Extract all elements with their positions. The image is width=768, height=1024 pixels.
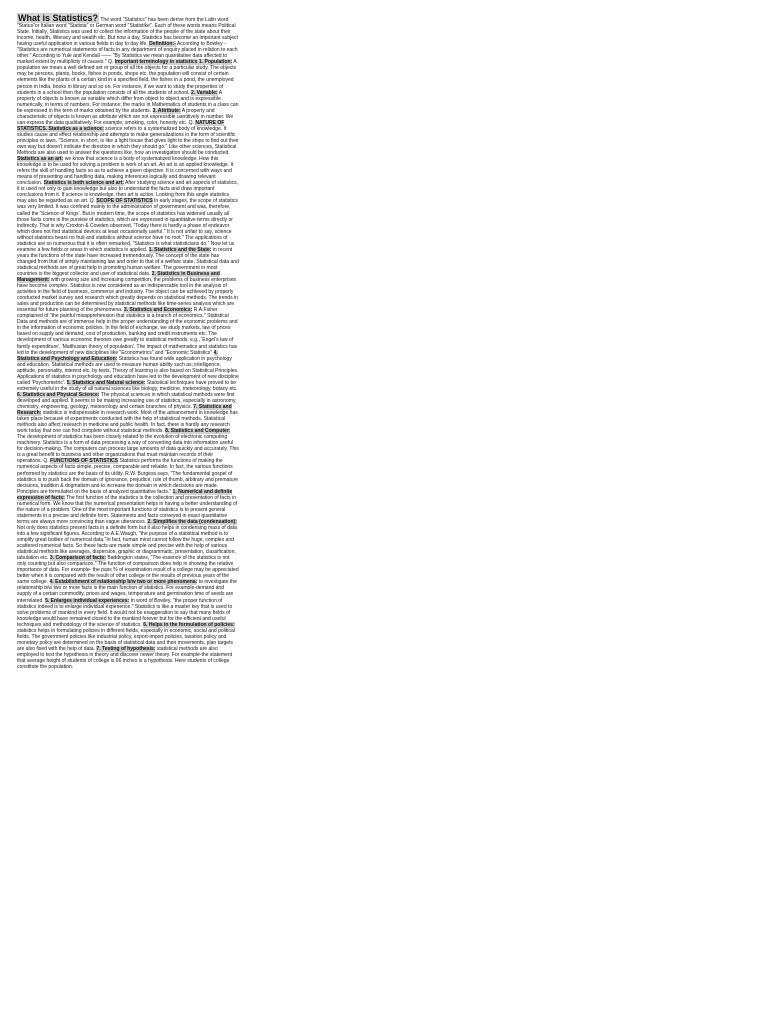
body-text: In early stages, the scope of statistics was very limited. It was confined mainly to the administration of government and was, therefore, called the 'Science of Kings'. But in modern time, the scope of statistics has widened usually all those facts come in the purview of statistics, which are expressed in quantitative terms directly or indirectly. That is why Croxton & Cowden observed, "Today there is hardly a phase of endeavor which does not find statistical devices at least occasionally useful." It is not unfair to say, science without statistics bears no fruit and statistics without science have no root." The applications of statistics are so numerous that it is often remarked, "Statistics is what statisticians do." Now let us examine a few fields or areas in which statistics is applied. <box>17 198 238 253</box>
body-text: R.A.Fisher complained of "the painful misapprehension that statistics is a branch of economics." Statistical Data and methods are of immense help in the proper understanding of the economic problems and in the information of economic policies. In the field of exchange, we study markets, law of prices based on supply and demand, cost of production, banking and credit instruments etc. The development of various economic theories owe greatly to statistical methods, e.g., 'Engel's law of family expenditure', 'Malthusian theory of population'. The impact of mathematics and statistics has led to the development of new disciplines like "Econometrics" and "Economic Statistics" <box>17 307 238 356</box>
highlighted-heading: Statistics as an art: <box>17 156 64 163</box>
body-text: statistics is indispensable in research work. Most of the advancement in knowledge has taken place because of experiments conducted with the help of statistical methods. Statistical methods also affect research in medicine and public health. In fact, there is hardly any research work today that one can find complete without statistical methods. <box>17 410 238 435</box>
body-text: A population we mean a well defined set or group of all the objects for a particular study. The objects may be persons, plants, books, fishes in ponds, shops etc. the population will consist of certain elements like the plants of a certain kind in a specified field, the fishes in a pond, the unemployed person in India, books in library and so on. For instance, if we want to study the properties of students in a school then the population consists of all the students of school. <box>17 59 237 96</box>
body-text: to investigate the relationship b/w two or more facts is the main function of statistics. For example-demand and supply of a certain commodity, prices and wages, temperature and germination time of seeds are interrelated. <box>17 579 237 604</box>
highlighted-heading: Definition:- <box>149 41 176 48</box>
highlighted-heading: 3. Statistics and Economics: <box>123 307 193 314</box>
highlighted-heading: 2. Simplifies the data (condensation): <box>147 518 237 525</box>
highlighted-heading: 5. Enlarges individual experiences: <box>45 597 130 604</box>
highlighted-heading: 1. Numerical and definite expression of facts: <box>17 488 233 501</box>
highlighted-heading: FUNCTIONS OF STATISTICS <box>50 458 119 465</box>
document-body <box>17 14 239 670</box>
body-text: The physical sciences in which statistical methods were first developed and applied. It seems to be making increasing use of statistics, especially in astronomy, chemistry, engineering, geology, meteorology and certain branches of physics. <box>17 391 237 410</box>
body-text: statistics helps in formulating policies in different fields, especially in economic, social and political fields. The government policies like industrial policy, export-import policies, taxation policy and monetary policy are determined on the basis of statistical data and their movements, plan targets are also fixed with the help of data. <box>17 627 235 652</box>
body-text: with growing size and increasing competition, the problems of business enterprises have become complex. Statistics is now considered as an indispensable tool in the analysis of activities in the field of business, commerce and industry. The object can be achieved by properly conducted market survey and research which greatly depends on statistical methods. The trends in sales and production can be determined by statistical methods like time-series analysis which are essential for future planning of the phenomena. <box>17 277 238 314</box>
highlighted-heading: 7. Testing of hypothesis: <box>96 645 156 652</box>
highlighted-heading: 4. Statistics and Psychology and Education: <box>17 349 218 362</box>
body-text: The development of statistics has been closely related to the evolution of electronic computing machinery. Statistics is a form of data processing a way of converting data into information useful for decision-making. The computers can process large amounts of data quickly and accurately. This is a great benefit to business and other organizations that must maintain records of their operations. Q. <box>17 434 239 465</box>
body-text: A property of objects is known as variable which differ from object to object and is expressible numerically, in terms of numbers. For instance: the marks in Mathematics of students in a class can be expressed in the term of marks obtained by the students. <box>17 89 239 114</box>
document-title: What is Statistics? <box>18 13 99 23</box>
highlighted-heading: NATURE OF STATISTICS. Statistics as a science: <box>17 119 225 132</box>
body-text: The word "Statistics" has been derive from the Latin word "Status"or Italian word "Statista" or German word "Statistike". Each of these words means Political State. Initially, Statistics was used to collect the information of the people of the state about their income, health, illiteracy and wealth etc. But now a day, Statistics has become an important subject having useful application in various fields in day to day life. <box>17 17 238 48</box>
highlighted-heading: 2. Statistics in Business and Management: <box>17 270 220 284</box>
body-text: statistical methods are also employed to test the hypothesis in theory and discover newer theory. For example-the statement that average height of students of college is 66 inches is a hypothesis. Here students of college constitute the population. <box>17 645 233 671</box>
body-text: Statistical techniques have proved to be extremely useful in the study of all natural sciences like biology, medicine, meteorology, botany etc. <box>17 379 238 392</box>
body-text: science refers to a systematized body of knowledge. It studies cause and effect relationship and attempts to make generalizations in the form of scientific principles or laws. "Science, in short, is like a light house that gives light to the ships to find out their own way but doesn't indicate the direction in which they should go." Like other sciences, Statistical Methods are also used to answer the questions like, how an investigation should be conducted. <box>17 125 239 157</box>
highlighted-heading: 4. Establishment of relationship b/w two or more phenomena: <box>49 579 198 586</box>
body-text: After studying science and art aspects of statistics, it is used not only to gain knowledge but also to understand the facts and draw important conclusions from it. If science is knowledge, then art is action. Looking from this angle statistics may also be regarded as an art. Q. <box>17 180 239 205</box>
highlighted-heading: 6. Statistics and Physical Science: <box>17 391 100 398</box>
body-text: in recent years the functions of the state have increased tremendously. The concept of the state has changed from that of simply maintaining law and order to that of a welfare state. Statistical data and statistical methods are of great help in promoting human welfare. The government in most countries is the biggest collector and user of statistical data. <box>17 246 239 277</box>
highlighted-heading: 5. Statistics and Natural science: <box>66 379 146 386</box>
highlighted-heading: 8. Statistics and Computer: <box>165 428 231 435</box>
highlighted-heading: SCOPE OF STATISTICS <box>96 198 153 205</box>
highlighted-heading: 7. Statistics and Research: <box>17 404 232 417</box>
highlighted-heading: 2. Variable: <box>190 89 218 96</box>
body-text: The first function of the statistics is the collection and presentation of facts in numerical form. We know that the numerical presentation helps in having a better understanding of the nature of a problem. One of the most important functions of statistics is to present general statements in a precise and definite form. Statements and facts conveyed in exact quantitative terms are always more convincing than vague utterances. <box>17 494 238 525</box>
body-text: Statistics performs the functions of making the numerical aspects of facts simple, precise, comparable and reliable. In fact, the various functions performed by statistics are the basis of its utility. R.W. Burgess says, "The fundamental gospel of statistics is to push back the domain of ignorance, prejudice, rule of thumb, arbitrary and premature decisions, tradition & dogmatism and to increase the domain in which decisions are made. Principles are formulated on the basis of analyzed quantitative facts." <box>17 458 239 495</box>
body-text: A property and characteristic of objects is known as attribute which are not expressible uantitively in number. We can express the data qualitatively. For example, smoking, color, honesty etc. Q. <box>17 107 234 126</box>
highlighted-heading: Important terminology in statistics 1. Population: <box>114 59 233 66</box>
highlighted-heading: 3. Attribute: <box>152 107 181 114</box>
highlighted-heading: 3. Comparison of facts: <box>49 555 106 562</box>
body-text: Baddington states, "The essence of the statistics is not only counting but also comparison." The function of comparison does help in showing the relative importance of data. For example- the pass % of examination result of a college may be appreciated better when it is compared with the result of other college or the results of previous years of the same college. <box>17 555 239 586</box>
body-text: we know that science is a body of systematized knowledge. How this knowledge is to be used for solving a problem is work of an art. An art is an applied knowledge. It refers the skill of handling facts so as to achieve a given objective. It is concerned with ways and means of presenting and handling data, making inferences logically and drawing relevant conclusion. <box>17 156 234 187</box>
highlighted-heading: 6. Helps in the formulation of policies: <box>143 621 235 628</box>
highlighted-heading: Statistics is both science and art: <box>43 180 124 187</box>
body-text: Statistics has found wide application in psychology and education. Statistical methods are used to measure human ability such as; intelligence, aptitude, personality, interest etc. by tests. Theory of learning is also based on Statistical Principles. Applications of statistics in psychology and education have led to the development of new discipline called 'Psychometric'. <box>17 355 239 386</box>
body-text: According to Bowley - "Statistics are numerical statements of facts in any department of enquiry placed in relation to each other." According to Yule and Kendall —— "By Statistics we mean quantitative data affected to marked extent by multiplicity of causes." Q. <box>17 41 238 66</box>
body-text: Not only does statistics present facts in a definite form but it also helps in condensing mass of data into a few significant figures. According to A.E.Waugh, "the purpose of a statistical method is to simplify great bodies of numerical data."In fact, human mind cannot follow the huge, complex and scattered numerical facts. So these facts are made simple and precise with the help of various statistical methods like averages, dispersion, graphic or diagrammatic, presentation, classification, tabulation etc. <box>17 524 237 562</box>
body-text: In word of Bowley, "the proper function of statistics indeed is to enlarge individual experience." Statistics is like a master key that is used to solve problems of mankind in every field. It would not be exaggeration to say that many fields of knowledge would have remained closed to the mankind forever but for the efficient and useful techniques and methodology of the science of statistics. <box>17 597 233 628</box>
highlighted-heading: 1. Statistics and the State: <box>148 246 212 253</box>
